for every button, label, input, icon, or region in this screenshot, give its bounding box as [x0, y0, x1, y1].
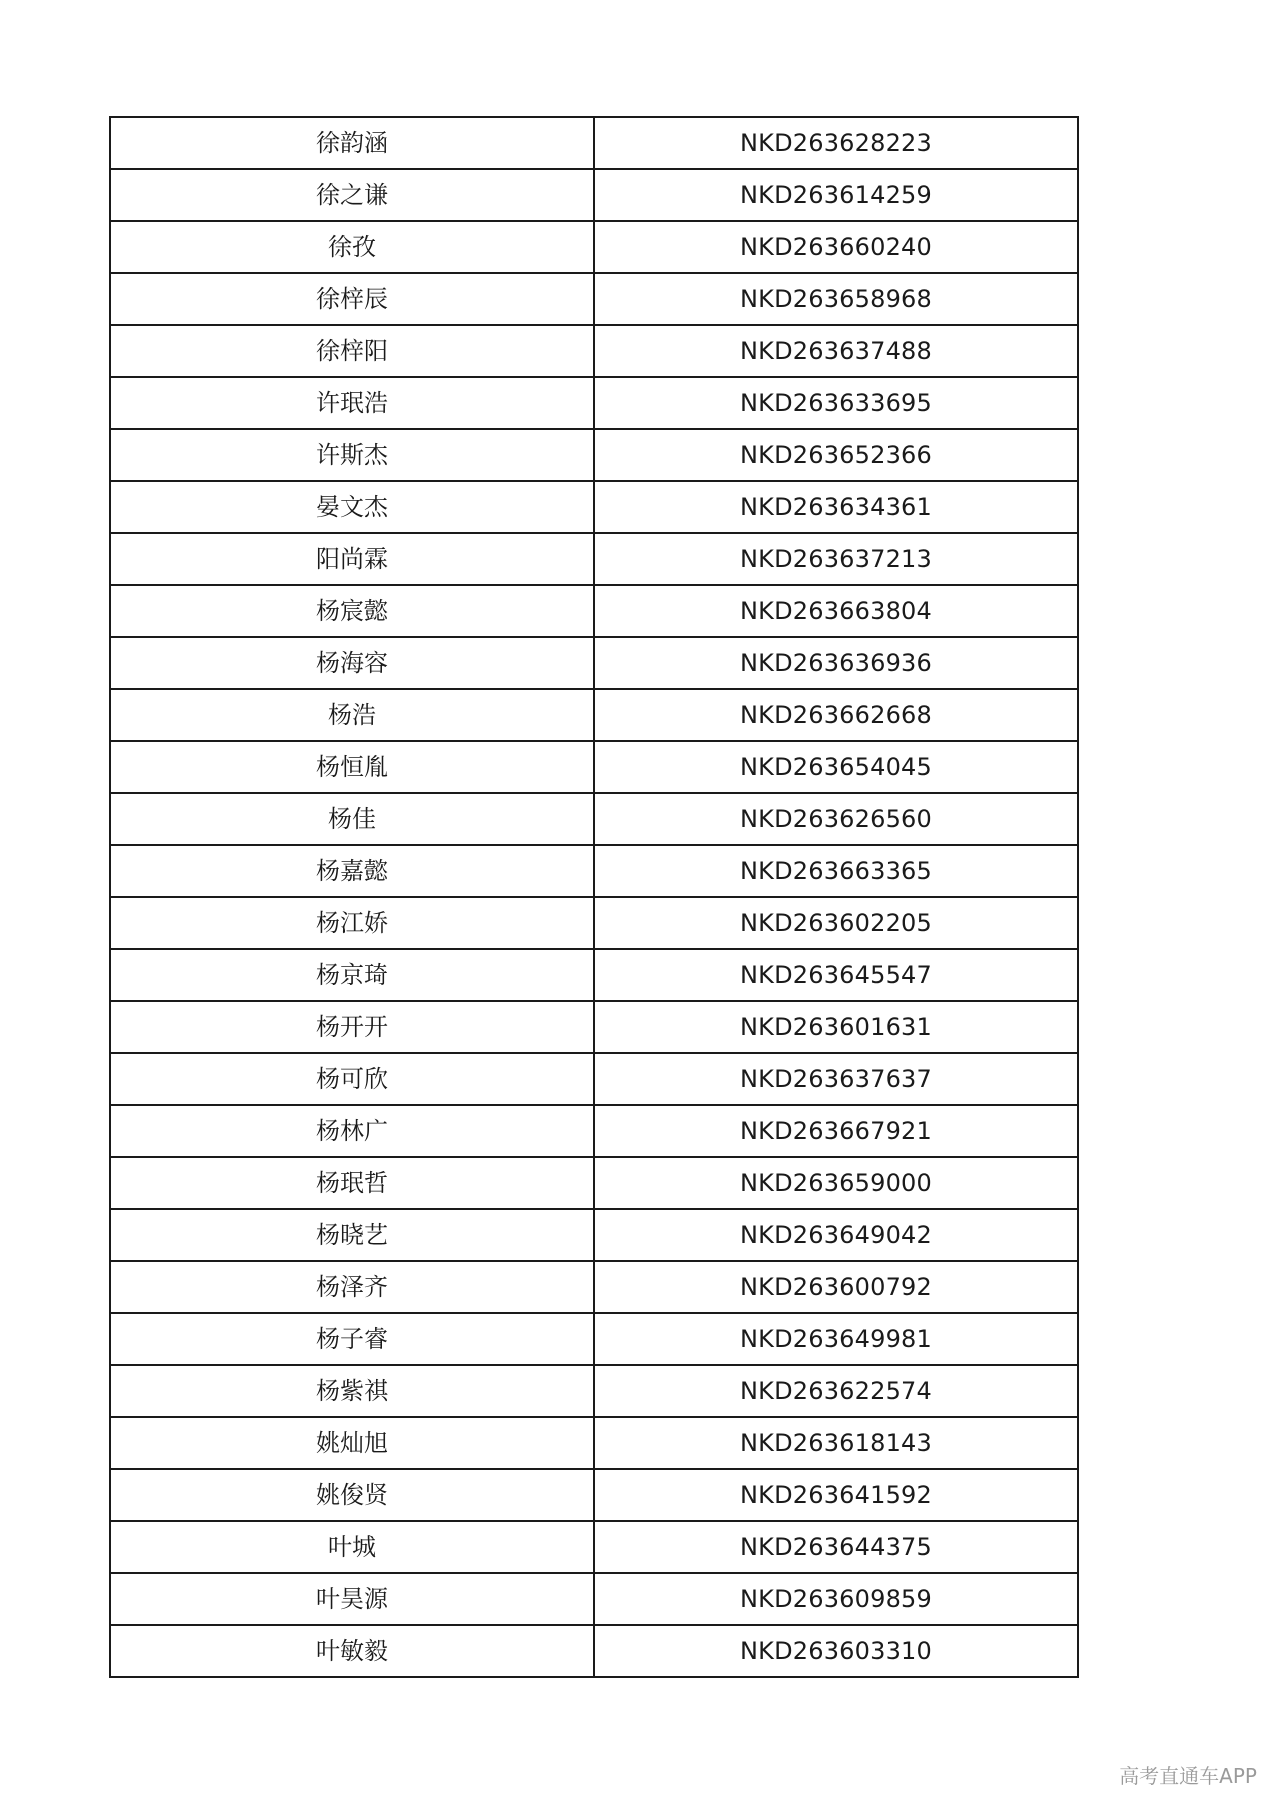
- code-cell: NKD263633695: [594, 377, 1078, 429]
- table-row: [110, 1261, 1078, 1313]
- name-cell: 杨晓艺: [110, 1209, 594, 1261]
- name-cell: 杨林广: [110, 1105, 594, 1157]
- roster-table: [109, 116, 1079, 1678]
- name-cell: 阳尚霖: [110, 533, 594, 585]
- code-cell: NKD263603310: [594, 1625, 1078, 1677]
- name-cell: 杨可欣: [110, 1053, 594, 1105]
- code-cell: NKD263649981: [594, 1313, 1078, 1365]
- name-cell: 杨京琦: [110, 949, 594, 1001]
- code-cell: NKD263644375: [594, 1521, 1078, 1573]
- code-cell: NKD263628223: [594, 117, 1078, 169]
- code-cell: NKD263637213: [594, 533, 1078, 585]
- code-cell: NKD263637488: [594, 325, 1078, 377]
- code-cell: NKD263637637: [594, 1053, 1078, 1105]
- table-row: [110, 1157, 1078, 1209]
- table-row: [110, 273, 1078, 325]
- name-cell: 杨江娇: [110, 897, 594, 949]
- table-row: [110, 533, 1078, 585]
- name-cell: 杨开开: [110, 1001, 594, 1053]
- code-cell: NKD263662668: [594, 689, 1078, 741]
- code-cell: NKD263618143: [594, 1417, 1078, 1469]
- table-row: [110, 793, 1078, 845]
- code-cell: NKD263645547: [594, 949, 1078, 1001]
- table-row: [110, 1105, 1078, 1157]
- name-cell: 晏文杰: [110, 481, 594, 533]
- table-row: [110, 637, 1078, 689]
- code-cell: NKD263609859: [594, 1573, 1078, 1625]
- name-cell: 许珉浩: [110, 377, 594, 429]
- table-row: [110, 1417, 1078, 1469]
- code-cell: NKD263634361: [594, 481, 1078, 533]
- table-row: [110, 1313, 1078, 1365]
- name-cell: 杨恒胤: [110, 741, 594, 793]
- code-cell: NKD263626560: [594, 793, 1078, 845]
- name-cell: 徐梓阳: [110, 325, 594, 377]
- name-cell: 叶昊源: [110, 1573, 594, 1625]
- code-cell: NKD263652366: [594, 429, 1078, 481]
- name-cell: 杨浩: [110, 689, 594, 741]
- table-row: [110, 1521, 1078, 1573]
- table-row: [110, 1053, 1078, 1105]
- name-cell: 徐梓辰: [110, 273, 594, 325]
- name-cell: 叶城: [110, 1521, 594, 1573]
- name-cell: 杨宸懿: [110, 585, 594, 637]
- table-row: [110, 1365, 1078, 1417]
- name-cell: 徐之谦: [110, 169, 594, 221]
- name-cell: 许斯杰: [110, 429, 594, 481]
- code-cell: NKD263658968: [594, 273, 1078, 325]
- code-cell: NKD263641592: [594, 1469, 1078, 1521]
- name-cell: 叶敏毅: [110, 1625, 594, 1677]
- table-row: [110, 741, 1078, 793]
- code-cell: NKD263659000: [594, 1157, 1078, 1209]
- table-row: [110, 325, 1078, 377]
- name-cell: 杨紫祺: [110, 1365, 594, 1417]
- code-cell: NKD263614259: [594, 169, 1078, 221]
- roster-table-body: [110, 117, 1078, 1677]
- table-row: [110, 1625, 1078, 1677]
- table-row: [110, 169, 1078, 221]
- code-cell: NKD263654045: [594, 741, 1078, 793]
- table-row: [110, 689, 1078, 741]
- table-row: [110, 481, 1078, 533]
- name-cell: 姚灿旭: [110, 1417, 594, 1469]
- table-row: [110, 1573, 1078, 1625]
- name-cell: 杨子睿: [110, 1313, 594, 1365]
- table-row: [110, 1001, 1078, 1053]
- code-cell: NKD263663804: [594, 585, 1078, 637]
- table-row: [110, 221, 1078, 273]
- name-cell: 杨嘉懿: [110, 845, 594, 897]
- table-row: [110, 377, 1078, 429]
- code-cell: NKD263663365: [594, 845, 1078, 897]
- name-cell: 杨泽齐: [110, 1261, 594, 1313]
- table-row: [110, 1209, 1078, 1261]
- name-cell: 徐孜: [110, 221, 594, 273]
- table-row: [110, 117, 1078, 169]
- table-row: [110, 949, 1078, 1001]
- name-cell: 徐韵涵: [110, 117, 594, 169]
- table-row: [110, 897, 1078, 949]
- code-cell: NKD263660240: [594, 221, 1078, 273]
- table-row: [110, 429, 1078, 481]
- code-cell: NKD263600792: [594, 1261, 1078, 1313]
- name-cell: 姚俊贤: [110, 1469, 594, 1521]
- table-row: [110, 845, 1078, 897]
- name-cell: 杨佳: [110, 793, 594, 845]
- code-cell: NKD263649042: [594, 1209, 1078, 1261]
- code-cell: NKD263636936: [594, 637, 1078, 689]
- table-row: [110, 585, 1078, 637]
- code-cell: NKD263622574: [594, 1365, 1078, 1417]
- table-row: [110, 1469, 1078, 1521]
- code-cell: NKD263667921: [594, 1105, 1078, 1157]
- code-cell: NKD263601631: [594, 1001, 1078, 1053]
- name-cell: 杨珉哲: [110, 1157, 594, 1209]
- code-cell: NKD263602205: [594, 897, 1078, 949]
- watermark: 高考直通车APP: [1119, 1764, 1257, 1788]
- name-cell: 杨海容: [110, 637, 594, 689]
